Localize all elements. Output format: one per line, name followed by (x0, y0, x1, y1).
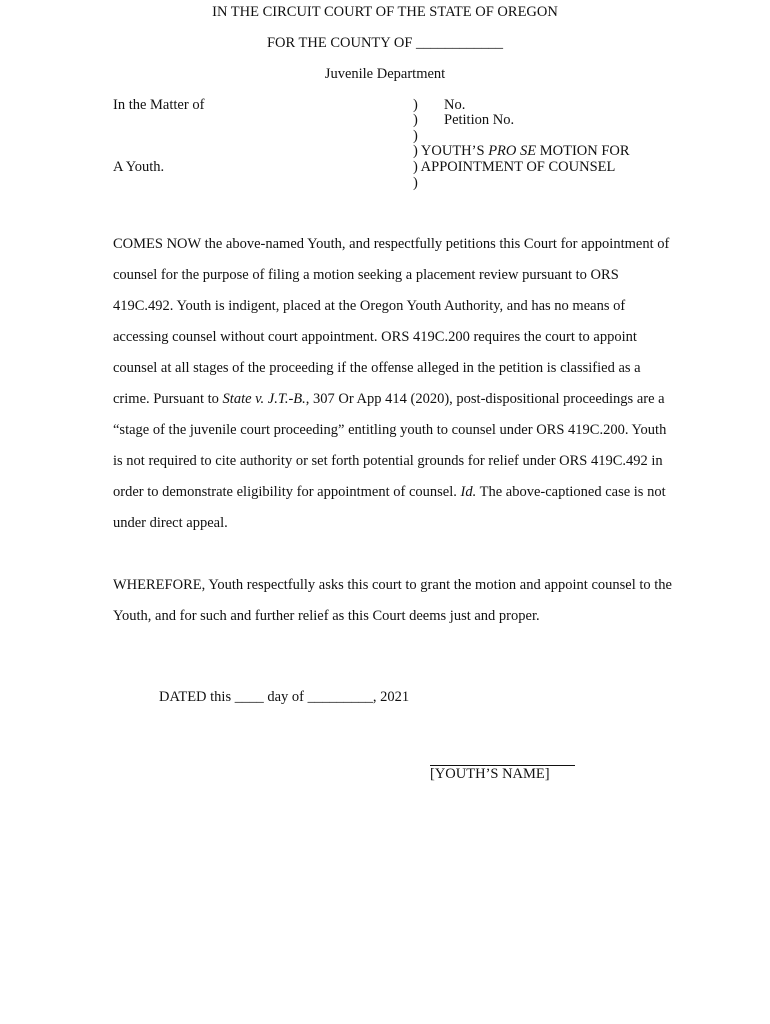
body-line-10: under direct appeal. (113, 515, 228, 531)
motion-title-line2: ) APPOINTMENT OF COUNSEL (413, 159, 616, 175)
body-line-1: COMES NOW the above-named Youth, and respectfully petitions this Court for appointment of (113, 236, 670, 252)
body-line-7: “stage of the juvenile court proceeding” entitling youth to counsel under ORS 419C.200. Youth (113, 422, 667, 438)
body-line-2: counsel for the purpose of filing a motion seeking a placement review pursuant to ORS (113, 267, 619, 283)
body-line-5: counsel at all stages of the proceeding if the offense alleged in the petition is classified as a (113, 360, 641, 376)
department-line: Juvenile Department (324, 66, 446, 82)
id-citation: Id. (460, 484, 477, 500)
dated-line: DATED this ____ day of _________, 2021 (159, 689, 410, 705)
caption-paren-2: ) (413, 112, 418, 128)
petition-number-label: Petition No. (444, 112, 515, 128)
body-line-4: accessing counsel without court appointment. ORS 419C.200 requires the court to appoint (113, 329, 637, 345)
motion-title-line1 (413, 143, 630, 160)
wherefore-line-2: Youth, and for such and further relief as this Court deems just and proper. (113, 608, 540, 624)
body-line-6-pre: crime. Pursuant to (113, 391, 223, 407)
caption-matter: In the Matter of (113, 97, 205, 113)
case-number-label: No. (444, 97, 466, 113)
body-line-3: 419C.492. Youth is indigent, placed at the Oregon Youth Authority, and has no means of (113, 298, 626, 314)
body-line-9 (113, 484, 666, 501)
motion-title-post: MOTION FOR (536, 143, 630, 159)
signature-name: [YOUTH’S NAME] (430, 766, 550, 782)
motion-title-pro-se: PRO SE (488, 143, 537, 159)
body-line-6 (113, 391, 665, 408)
court-title: IN THE CIRCUIT COURT OF THE STATE OF OREGON (212, 4, 558, 20)
caption-paren-4: ) (413, 175, 418, 191)
body-line-9-post: The above-captioned case is not (476, 484, 666, 500)
body-line-8: is not required to cite authority or set forth potential grounds for relief under ORS 419C.492 in (113, 453, 663, 469)
case-citation: State v. J.T.-B. (222, 391, 306, 407)
caption-paren-3: ) (413, 128, 418, 144)
motion-title-pre: ) YOUTH’S (413, 143, 489, 159)
county-line: FOR THE COUNTY OF ____________ (266, 35, 504, 51)
caption-paren-1: ) (413, 97, 418, 113)
body-line-6-post: , 307 Or App 414 (2020), post-dispositional proceedings are a (305, 391, 665, 407)
body-line-9-pre: order to demonstrate eligibility for appointment of counsel. (113, 484, 461, 500)
wherefore-line-1: WHEREFORE, Youth respectfully asks this court to grant the motion and appoint counsel to the (113, 577, 672, 593)
caption-party: A Youth. (113, 159, 165, 175)
